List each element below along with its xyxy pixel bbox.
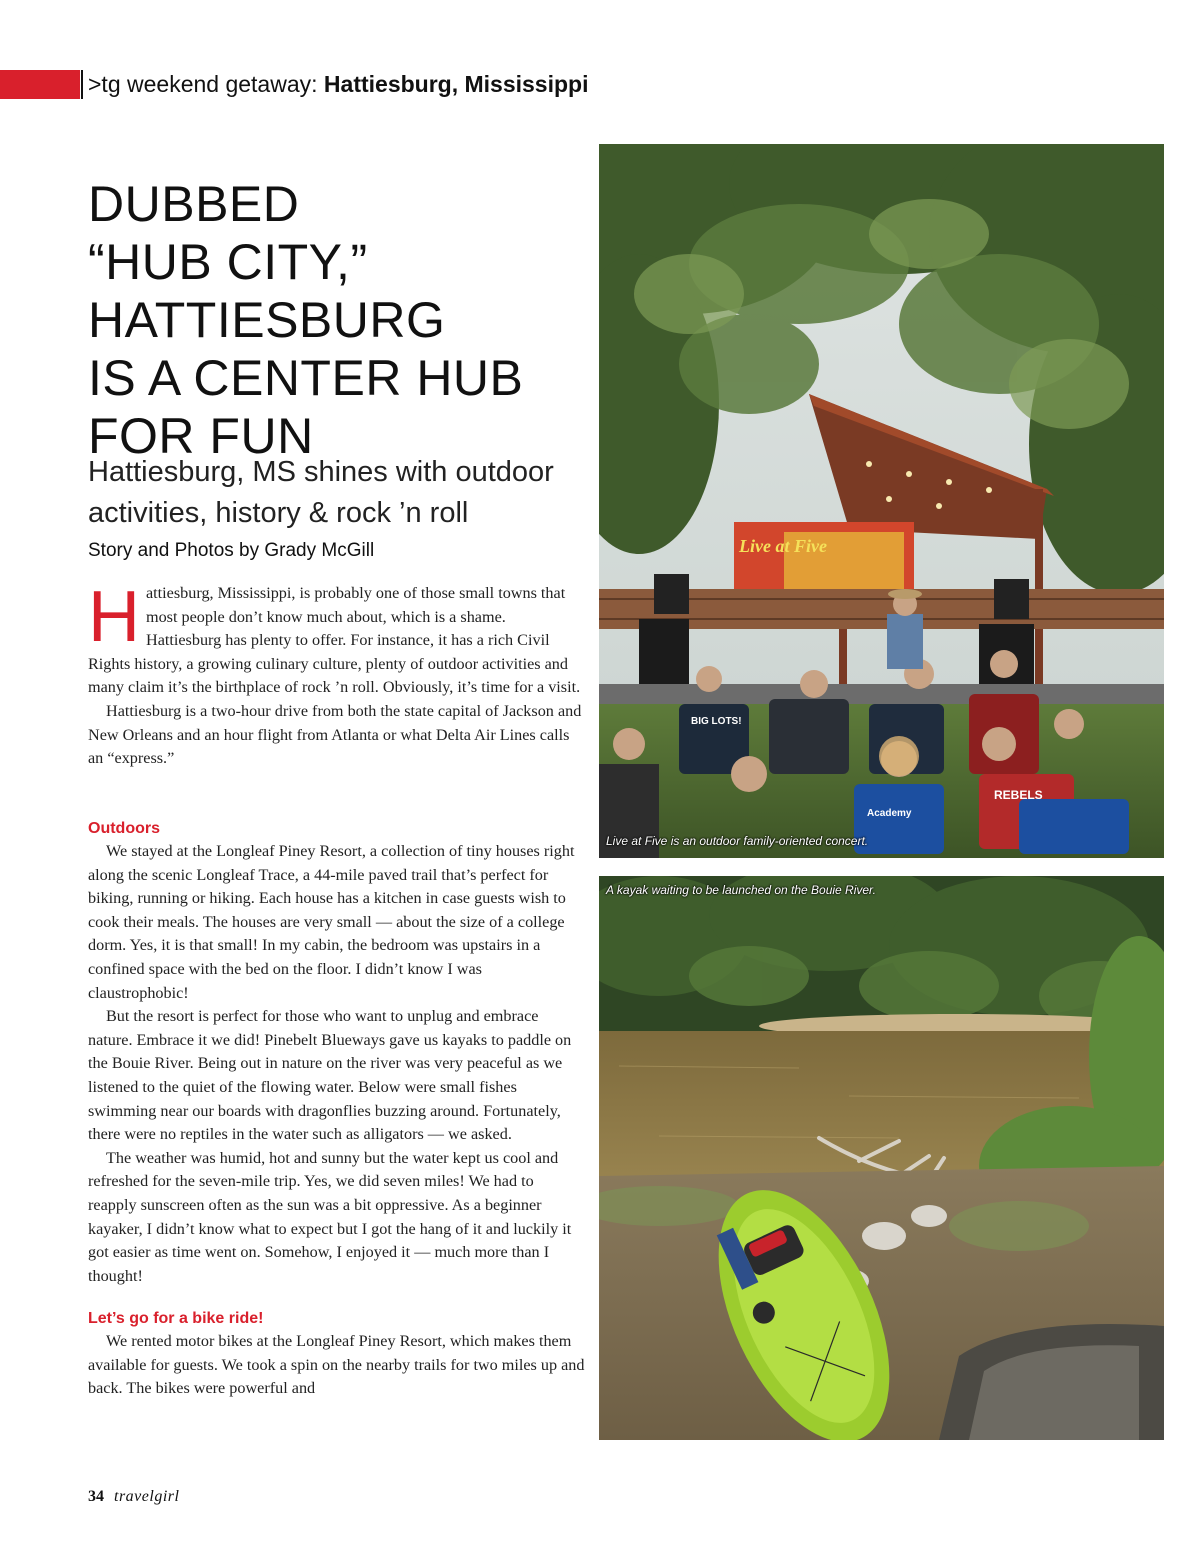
chair-text: BIG LOTS! xyxy=(691,716,742,727)
kicker-location: Hattiesburg, Mississippi xyxy=(323,71,589,97)
bike-heading: Let’s go for a bike ride! xyxy=(88,1310,264,1327)
banner-text: Live at Five xyxy=(739,536,827,556)
chair-text: Academy xyxy=(867,808,912,819)
byline: Story and Photos by Grady McGill xyxy=(88,540,375,561)
intro-paragraph-2: Hattiesburg is a two-hour drive from both the state capital of Jackson and New Orleans and an hour flight from Atlanta or what Delta Air Lines calls an “express.” xyxy=(88,701,582,768)
bike-paragraph-1: We rented motor bikes at the Longleaf Piney Resort, which makes them available for guests. We took a spin on the nearby trails for two miles up and back. The bikes were powerful and xyxy=(88,1332,585,1398)
headline-line: IS A CENTER HUB xyxy=(88,350,524,406)
subheadline: Hattiesburg, MS shines with outdoor activities, history & rock ’n roll xyxy=(88,456,554,529)
page-number: 34 xyxy=(88,1488,104,1505)
section-kicker xyxy=(88,70,588,99)
concert-caption: Live at Five is an outdoor family-oriented concert. xyxy=(606,834,869,848)
page-footer xyxy=(88,1488,179,1506)
chair-text: REBELS xyxy=(994,788,1043,802)
header-red-bar xyxy=(0,70,80,99)
outdoors-heading: Outdoors xyxy=(88,820,160,837)
outdoors-paragraph-1: We stayed at the Longleaf Piney Resort, a collection of tiny houses right along the scenic Longleaf Trace, a 44-mile paved trail that’s perfect for biking, running or hiking. Each house has a kitchen in case guests wish to cook their meals. The houses are very small — about the size of a college dorm. Yes, it is that small! In my cabin, the bedroom was upstairs in a confined space with the bed on the floor. I didn’t know I was claustrophobic! xyxy=(88,842,575,1002)
intro-paragraph-1-text: attiesburg, Mississippi, is probably one of those small towns that most people don’t know much about, which is a shame. Hattiesburg has plenty to offer. For instance, it has a rich Civil Rights history, a growing culinary culture, plenty of outdoor activities and many claim it’s the birthplace of rock ’n roll. Obviously, it’s time for a visit. xyxy=(88,584,581,697)
headline-line: “HUB CITY,” xyxy=(88,234,368,290)
headline-line: DUBBED xyxy=(88,176,300,232)
intro-text xyxy=(88,577,585,771)
drop-cap: H xyxy=(88,577,140,657)
header-divider xyxy=(81,70,83,99)
outdoors-section xyxy=(88,818,585,1288)
headline-line: HATTIESBURG xyxy=(88,292,446,348)
intro-paragraph-1 xyxy=(88,577,585,700)
headline xyxy=(88,175,588,465)
bike-section xyxy=(88,1308,585,1401)
kicker-prefix: >tg weekend getaway: xyxy=(88,71,324,97)
headline-line: FOR FUN xyxy=(88,408,314,464)
outdoors-paragraph-3: The weather was humid, hot and sunny but the water kept us cool and refreshed for the seven-mile trip. Yes, we did seven miles! We had to reapply sunscreen often as the sun was a bit oppressive. As a beginner kayaker, I didn’t know what to expect but I got the hang of it and luckily it got easier as time went on. Somehow, I enjoyed it — much more than I thought! xyxy=(88,1148,572,1285)
outdoors-paragraph-2: But the resort is perfect for those who want to unplug and embrace nature. Embrace it we did! Pinebelt Blueways gave us kayaks to paddle on the Bouie River. Being out in nature on the river was very peaceful as we listened to the quiet of the flowing water. Below were small fishes swimming near our boards with dragonflies buzzing around. Fortunately, there were no reptiles in the water such as alligators — we asked. xyxy=(88,1007,572,1144)
concert-photo xyxy=(599,144,1164,858)
kayak-caption: A kayak waiting to be launched on the Bouie River. xyxy=(606,883,876,897)
magazine-logo: travelgirl xyxy=(114,1488,180,1505)
kayak-photo xyxy=(599,876,1164,1440)
